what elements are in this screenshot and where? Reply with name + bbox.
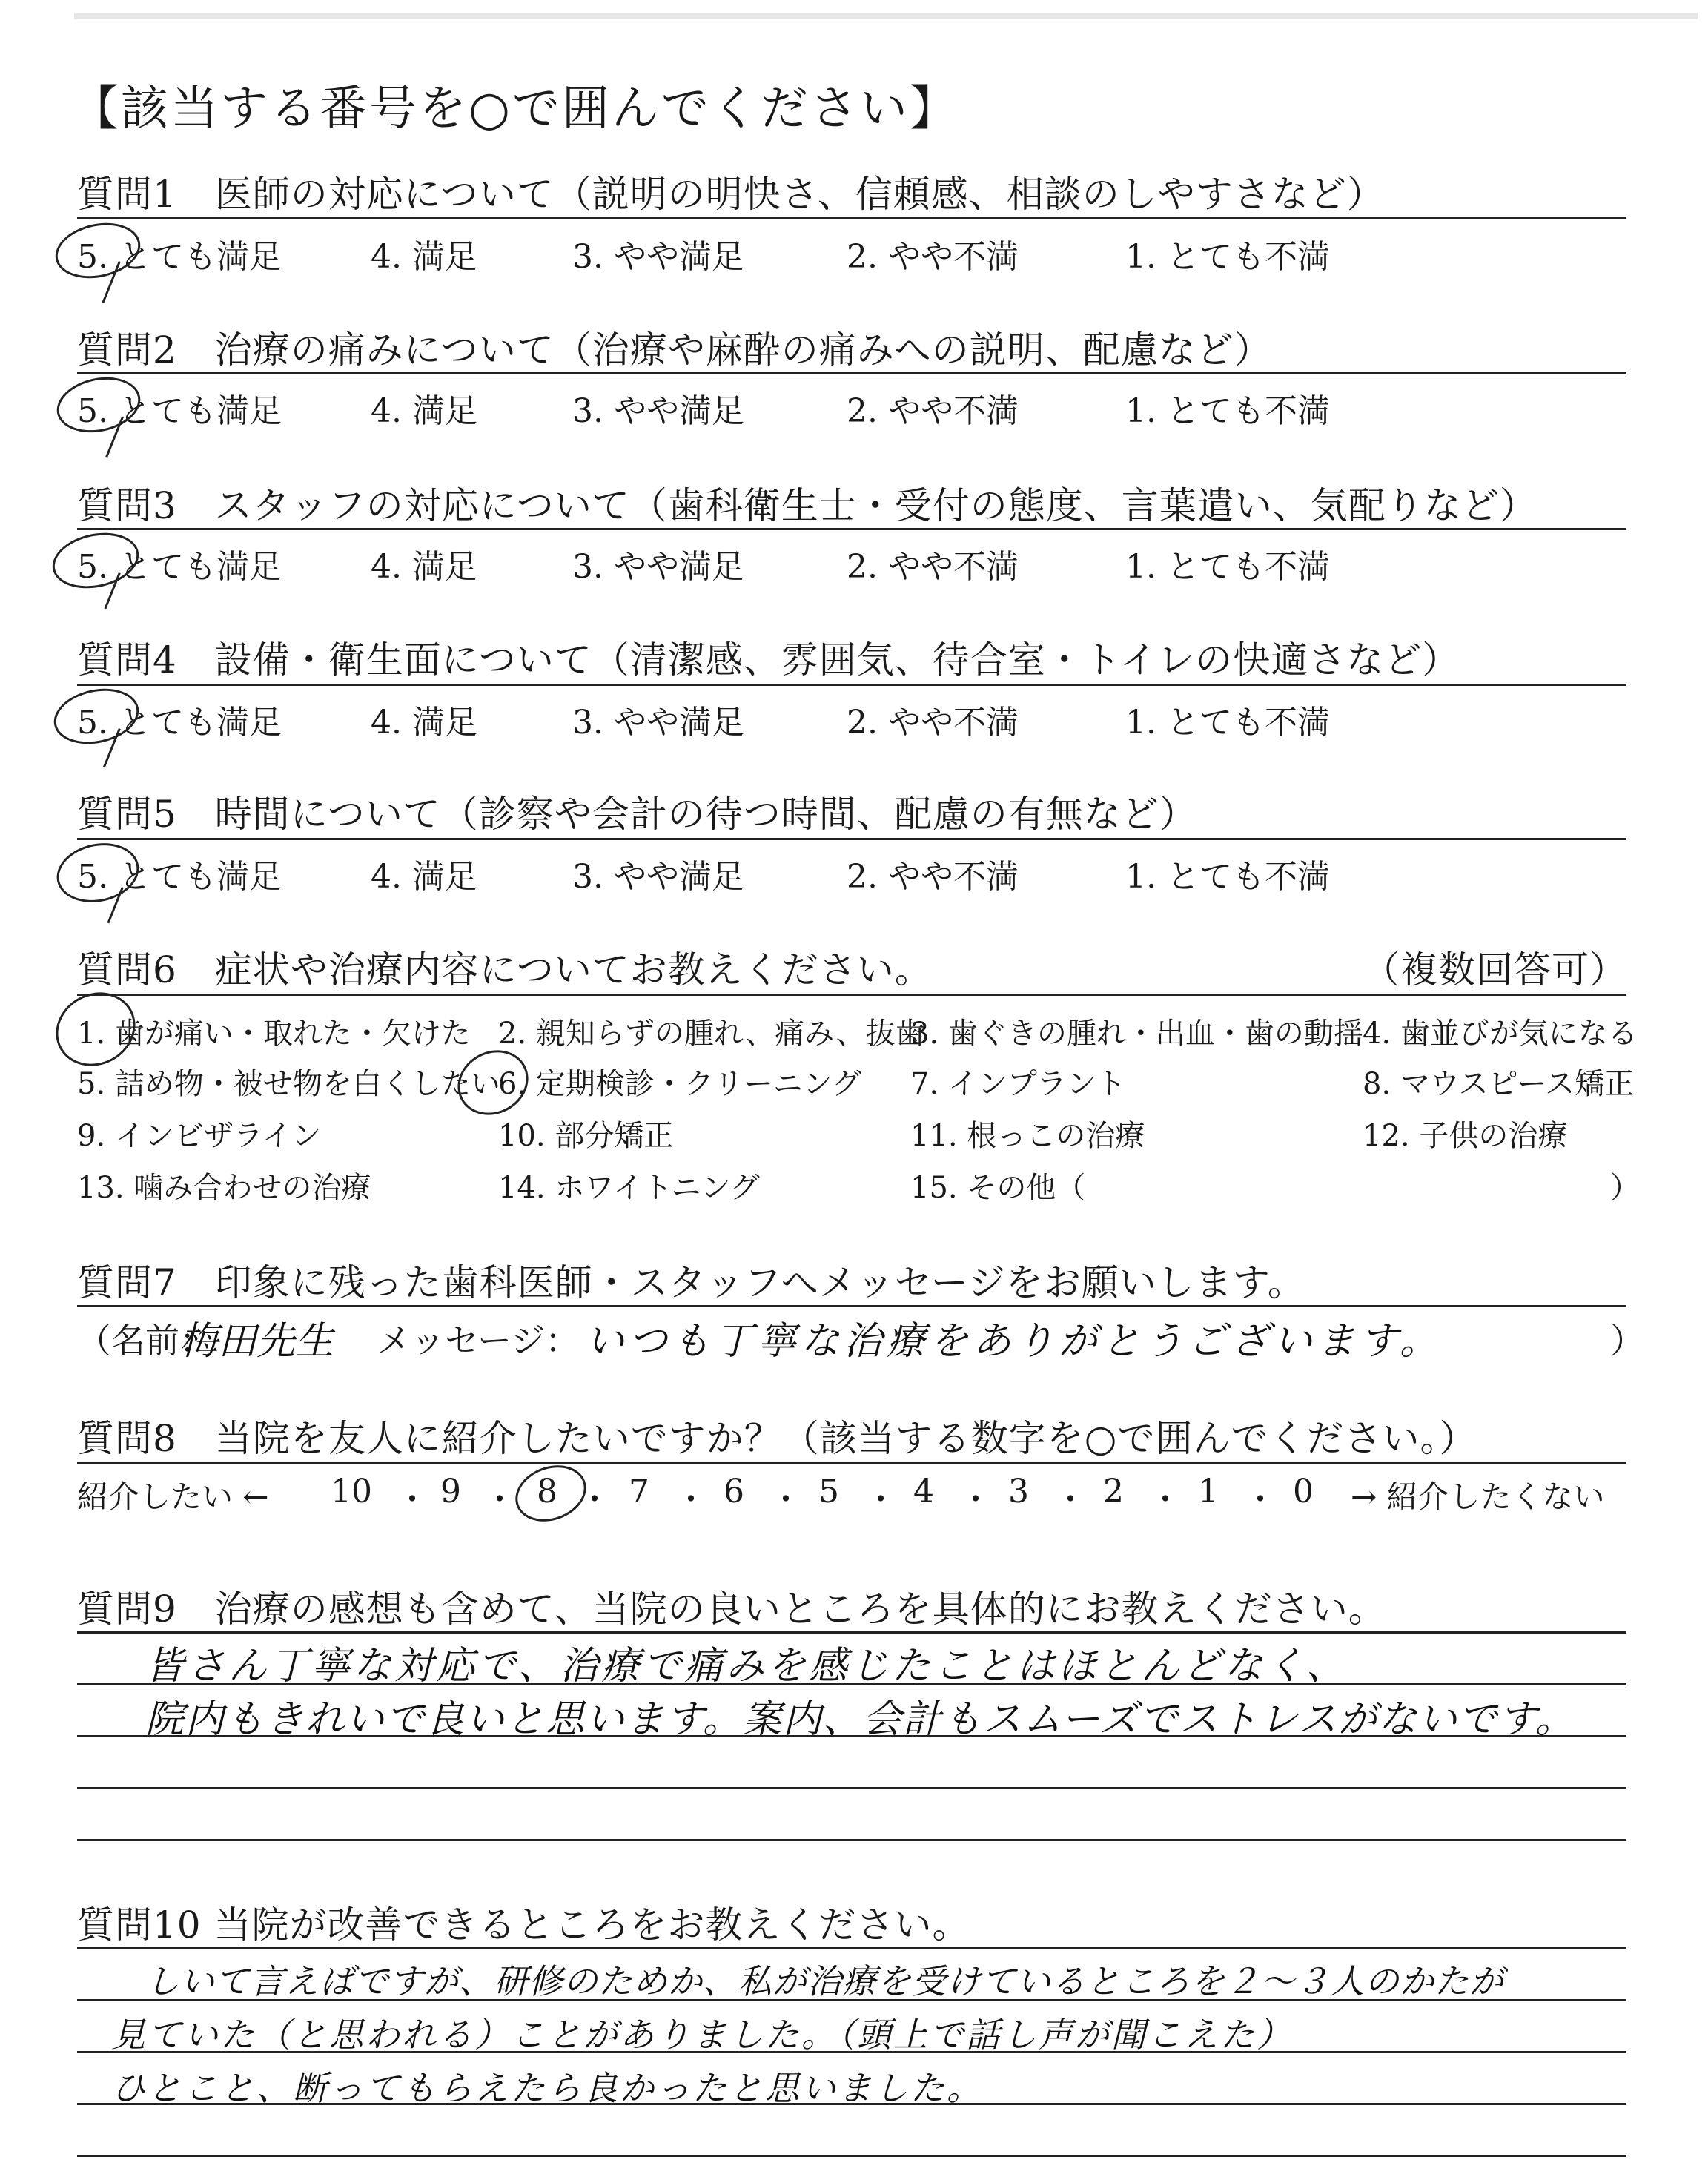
q9-answer-line-2[interactable]: 院内もきれいで良いと思います。案内、会計もスムーズでストレスがないです。 (145, 1697, 1575, 1742)
question-3-rule (77, 528, 1626, 530)
q10-answer-line-3[interactable]: ひとこと、断ってもらえたら良かったと思いました。 (111, 2068, 983, 2108)
q1-option-4[interactable]: 4. 満足 (371, 238, 477, 276)
q6-item-6[interactable]: 6. 定期検診・クリーニング (498, 1067, 862, 1101)
q8-separator: ・ (1149, 1481, 1182, 1519)
q7-name-value[interactable]: 梅田先生 (179, 1319, 334, 1364)
q8-scale-3[interactable]: 3 (1008, 1473, 1029, 1510)
q4-option-5[interactable]: 5. とても満足 (77, 704, 282, 742)
question-4-text: 質問4 設備・衛生面について（清潔感、雰囲気、待合室・トイレの快適さなど） (77, 638, 1460, 681)
q8-separator: ・ (578, 1481, 611, 1519)
scan-top-band (74, 13, 1698, 19)
q6-item-1[interactable]: 1. 歯が痛い・取れた・欠けた (77, 1017, 471, 1051)
question-1-rule (77, 217, 1626, 219)
q8-separator: ・ (769, 1481, 802, 1519)
q3-option-1[interactable]: 1. とても不満 (1125, 548, 1330, 586)
q6-item-13[interactable]: 13. 噛み合わせの治療 (77, 1171, 371, 1205)
q4-option-2[interactable]: 2. やや不満 (847, 704, 1019, 742)
question-10-text: 質問10 当院が改善できるところをお教えください。 (77, 1903, 970, 1946)
q8-separator: ・ (959, 1481, 992, 1519)
q2-option-1[interactable]: 1. とても不満 (1125, 392, 1330, 430)
q10-answer-line-1[interactable]: しいて言えばですが、研修のためか、私が治療を受けているところを２〜３人のかたが (145, 1961, 1504, 2001)
q4-option-1[interactable]: 1. とても不満 (1125, 704, 1330, 742)
question-5-rule (77, 838, 1626, 840)
question-9-text: 質問9 治療の感想も含めて、当院の良いところを具体的にお教えください。 (77, 1588, 1386, 1631)
q8-scale-10[interactable]: 10 (331, 1473, 372, 1510)
q5-option-3[interactable]: 3. やや満足 (572, 858, 744, 896)
q3-option-5[interactable]: 5. とても満足 (77, 548, 282, 586)
q6-item-5[interactable]: 5. 詰め物・被せ物を白くしたい (77, 1067, 500, 1101)
q8-scale-6[interactable]: 6 (724, 1473, 744, 1510)
q8-scale-4[interactable]: 4 (913, 1473, 934, 1510)
question-8-text: 質問8 当院を友人に紹介したいですか？（該当する数字を○で囲んでください。） (77, 1417, 1477, 1460)
q6-other-close-paren: ） (1610, 1171, 1640, 1205)
q8-scale-8[interactable]: 8 (537, 1473, 557, 1510)
q4-option-3[interactable]: 3. やや満足 (572, 704, 744, 742)
q8-separator: ・ (483, 1481, 516, 1519)
question-6-rule (77, 994, 1626, 996)
question-2-rule (77, 372, 1626, 374)
q5-option-1[interactable]: 1. とても不満 (1125, 858, 1330, 896)
q8-separator: ・ (1244, 1481, 1277, 1519)
q8-scale-9[interactable]: 9 (440, 1473, 461, 1510)
question-9-rule-1 (77, 1631, 1626, 1634)
q6-item-11[interactable]: 11. 根っこの治療 (910, 1119, 1145, 1153)
q6-item-10[interactable]: 10. 部分矯正 (498, 1119, 674, 1153)
q8-separator: ・ (675, 1481, 707, 1519)
q5-option-4[interactable]: 4. 満足 (371, 858, 477, 896)
q6-item-8[interactable]: 8. マウスピース矯正 (1363, 1067, 1635, 1101)
q5-option-5[interactable]: 5. とても満足 (77, 858, 282, 896)
q4-option-4[interactable]: 4. 満足 (371, 704, 477, 742)
q2-option-2[interactable]: 2. やや不満 (847, 392, 1019, 430)
q6-item-7[interactable]: 7. インプラント (910, 1067, 1126, 1101)
q6-item-2[interactable]: 2. 親知らずの腫れ、痛み、抜歯 (498, 1017, 925, 1051)
q6-item-12[interactable]: 12. 子供の治療 (1363, 1119, 1568, 1153)
q8-scale-2[interactable]: 2 (1103, 1473, 1124, 1510)
question-6-note: （複数回答可） (1363, 948, 1627, 991)
q1-option-3[interactable]: 3. やや満足 (572, 238, 744, 276)
question-5-text: 質問5 時間について（診察や会計の待つ時間、配慮の有無など） (77, 793, 1197, 836)
q8-scale-7[interactable]: 7 (629, 1473, 649, 1510)
q6-item-14[interactable]: 14. ホワイトニング (498, 1171, 760, 1205)
q8-scale-0[interactable]: 0 (1293, 1473, 1314, 1510)
q3-option-2[interactable]: 2. やや不満 (847, 548, 1019, 586)
question-7-text: 質問7 印象に残った歯科医師・スタッフへメッセージをお願いします。 (77, 1261, 1305, 1304)
question-1-text: 質問1 医師の対応について（説明の明快さ、信頼感、相談のしやすさなど） (77, 173, 1385, 216)
question-6-text: 質問6 症状や治療内容についてお教えください。 (77, 948, 933, 991)
q6-item-3[interactable]: 3. 歯ぐきの腫れ・出血・歯の動揺 (910, 1017, 1363, 1051)
q8-separator: ・ (396, 1481, 428, 1519)
q2-option-3[interactable]: 3. やや満足 (572, 392, 744, 430)
q2-option-5[interactable]: 5. とても満足 (77, 392, 282, 430)
q6-item-15[interactable]: 15. その他（ (910, 1171, 1086, 1205)
q2-option-4[interactable]: 4. 満足 (371, 392, 477, 430)
page-title: 【該当する番号を○で囲んでください】 (71, 82, 959, 136)
q7-message-value[interactable]: いつも丁寧な治療をありがとうございます。 (586, 1319, 1443, 1364)
q7-name-label: （名前： (77, 1321, 214, 1361)
question-3-text: 質問3 スタッフの対応について（歯科衛生士・受付の態度、言葉遣い、気配りなど） (77, 484, 1537, 527)
q7-message-label: メッセージ： (377, 1321, 580, 1361)
q7-close-paren: ） (1610, 1321, 1644, 1361)
q5-selection-circle (51, 836, 145, 910)
q8-scale-5[interactable]: 5 (818, 1473, 839, 1510)
question-8-rule (77, 1462, 1626, 1464)
q8-scale-1[interactable]: 1 (1198, 1473, 1219, 1510)
question-2-text: 質問2 治療の痛みについて（治療や麻酔の痛みへの説明、配慮など） (77, 328, 1272, 371)
question-9-rule-4 (77, 1787, 1626, 1789)
q1-option-1[interactable]: 1. とても不満 (1125, 238, 1330, 276)
q3-option-3[interactable]: 3. やや満足 (572, 548, 744, 586)
question-7-rule (77, 1305, 1626, 1307)
q5-option-2[interactable]: 2. やや不満 (847, 858, 1019, 896)
q9-answer-line-1[interactable]: 皆さん丁寧な対応で、治療で痛みを感じたことはほとんどなく、 (145, 1644, 1348, 1688)
question-10-rule-1 (77, 1947, 1626, 1949)
q8-left-label: 紹介したい ← (77, 1479, 269, 1515)
question-4-rule (77, 684, 1626, 686)
q8-separator: ・ (1054, 1481, 1087, 1519)
q8-separator: ・ (864, 1481, 897, 1519)
q1-option-5[interactable]: 5. とても満足 (77, 238, 282, 276)
q6-item-4[interactable]: 4. 歯並びが気になる (1363, 1017, 1638, 1051)
q3-option-4[interactable]: 4. 満足 (371, 548, 477, 586)
q1-option-2[interactable]: 2. やや不満 (847, 238, 1019, 276)
question-9-rule-5 (77, 1839, 1626, 1841)
q6-item-9[interactable]: 9. インビザライン (77, 1119, 322, 1153)
question-10-rule-5 (77, 2155, 1626, 2157)
q10-answer-line-2[interactable]: 見ていた（と思われる）ことがありました。（頭上で話し声が聞こえた） (111, 2015, 1293, 2055)
q8-right-label: → 紹介したくない (1351, 1479, 1605, 1515)
